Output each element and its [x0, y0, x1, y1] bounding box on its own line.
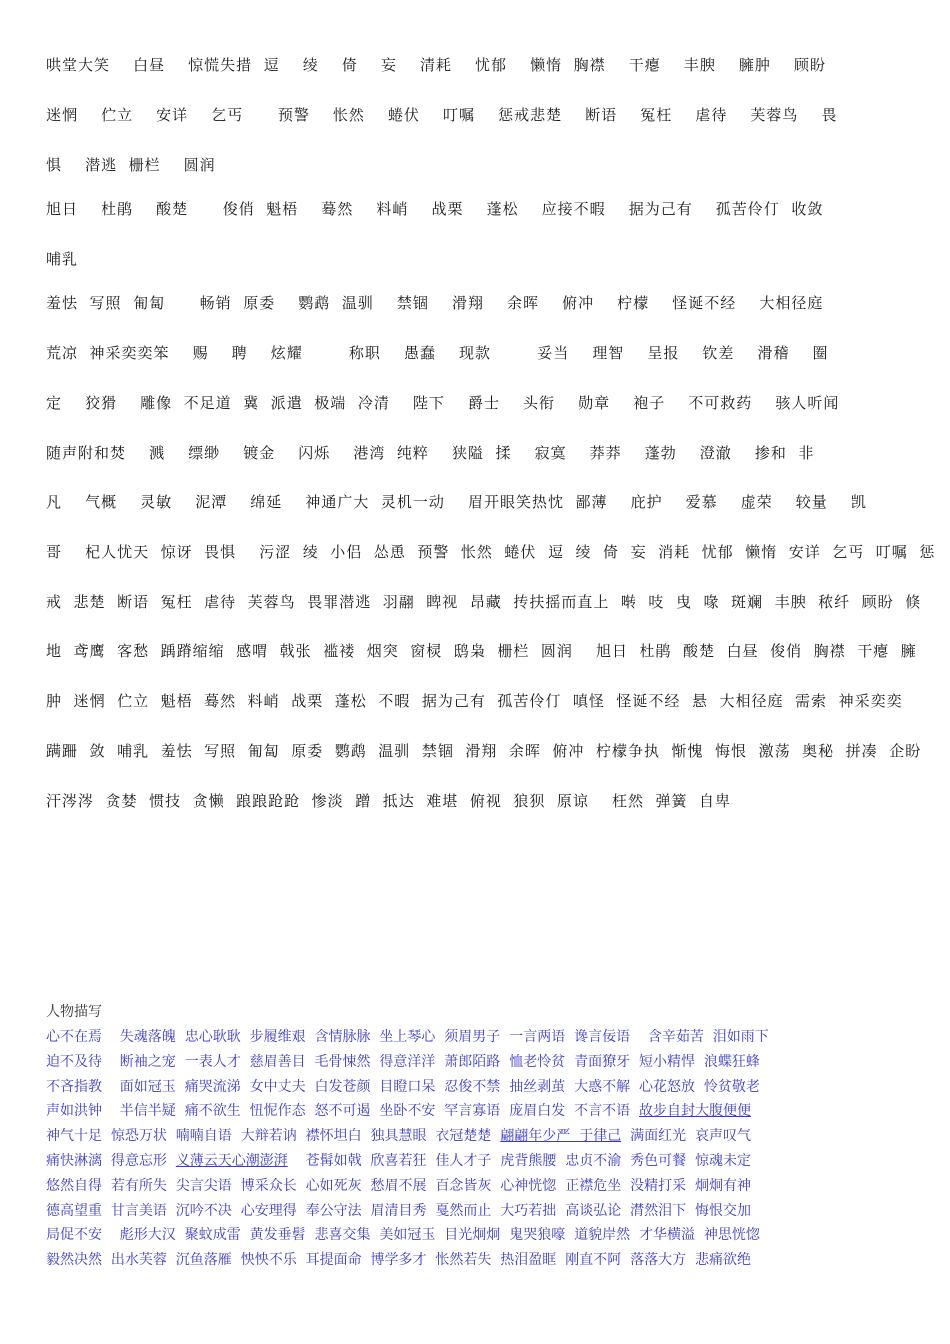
idiom-text: 心不在焉 失魂落魄 忠心耿耿 步履维艰 含情脉脉 坐上琴心 须眉男子 一言两语 谗言佞语 含辛茹苦 泪如雨下: [46, 1029, 769, 1045]
idiom-line: [46, 1150, 751, 1170]
idiom-line: [46, 1224, 760, 1244]
vocab-line: 汗涔涔 贪婪 惯技 贪懒 踉踉跄跄 惨淡 蹭 抵达 难堪 俯视 狼狈 原谅 枉然 弹簧 自卑: [46, 792, 732, 810]
vocab-line: 随声附和焚 溅 缥缈 镀金 闪烁 港湾 纯粹 狭隘 揉 寂寞 莽莽 蓬勃 澄澈 掺和 非: [46, 444, 815, 462]
idiom-link[interactable]: 义薄云天心潮澎湃: [175, 1153, 288, 1169]
vocab-line: 旭日 杜鹃 酸楚 俊俏 魁梧 蓦然 料峭 战栗 蓬松 应接不暇 据为己有 孤苦伶仃 收敛: [46, 200, 824, 218]
idiom-line: [46, 1051, 760, 1071]
idiom-text: 不吝指教 面如冠玉 痛哭流涕 女中丈夫 白发苍颜 目瞪口呆 忍俊不禁 抽丝剥茧 大惑不解 心花怒放 怜贫敬老: [46, 1078, 760, 1095]
idiom-line: [46, 1100, 751, 1120]
idiom-line: [46, 1200, 751, 1220]
idiom-line: [46, 1125, 751, 1145]
idiom-text: 德高望重 甘言美语 沉吟不决 心安理得 奉公守法 眉清目秀 戛然而止 大巧若拙 高谈弘论 潸然泪下 悔恨交加: [46, 1202, 752, 1219]
idiom-text: 局促不安 彪形大汉 聚蚊成雷 黄发垂髫 悲喜交集 美如冠玉 目光炯炯 鬼哭狼嚎 道貌岸然 才华横溢 神思恍惚: [46, 1227, 760, 1244]
vocab-line: 哄堂大笑 白昼 惊慌失措 逗 绫 倚 妄 清耗 忧郁 懒惰 胸襟 干瘪 丰腴 臃肿 顾盼: [46, 56, 826, 74]
idiom-text: 苍髯如戟 欣喜若狂 佳人才子 虎背熊腰 忠贞不渝 秀色可餐 惊魂未定: [287, 1153, 752, 1169]
idiom-text: 声如洪钟 半信半疑 痛不欲生 忸怩作态 怒不可遏 坐卧不安 罕言寡语 庞眉白发 不言不语: [46, 1103, 640, 1120]
idiom-link[interactable]: 翩翩年少严 于律己: [500, 1128, 622, 1145]
vocab-line: 凡 气概 灵敏 泥潭 绵延 神通广大 灵机一动 眉开眼笑热忱 鄙薄 庇护 爱慕 虚荣 较量 凯: [46, 493, 867, 511]
vocab-line: 戒 悲楚 断语 冤枉 虐待 芙蓉鸟 畏罪潜逃 羽翮 睥视 昂藏 抟扶摇而直上 啭 吱 曳 喙 斑斓 丰腴 秾纤 顾盼 倏: [46, 593, 922, 611]
idiom-line: [46, 1076, 760, 1096]
section-title: 人物描写: [46, 1004, 102, 1020]
idiom-text: 神气十足 惊恐万状 喃喃自语 大辩若讷 襟怀坦白 独具慧眼 衣冠楚楚: [46, 1128, 501, 1145]
vocab-line: 羞怯 写照 匍匐 畅销 原委 鹦鹉 温驯 禁锢 滑翔 余晖 俯冲 柠檬 怪诞不经 大相径庭: [46, 294, 824, 312]
vocab-line: 地 鸢鹰 客愁 踽蹐缩缩 感喟 戟张 褴褛 烟突 窗棂 鸱枭 栅栏 圆润 旭日 杜鹃 酸楚 白昼 俊俏 胸襟 干瘪 臃: [46, 642, 917, 660]
idiom-text: 迫不及待 断袖之宠 一表人才 慈眉善目 毛骨悚然 得意洋洋 萧郎陌路 恤老怜贫 青面獠牙 短小精悍 浪蝶狂蜂: [46, 1053, 760, 1070]
idiom-text: 痛快淋漓 得意忘形: [46, 1153, 176, 1169]
vocab-line: 定 狡猾 雕像 不足道 冀 派遣 极端 冷清 陛下 爵士 头衔 勋章 袍子 不可救药 骇人听闻: [46, 394, 840, 412]
vocab-line: 哺乳: [46, 250, 79, 268]
vocab-line: 哥 杞人忧天 惊讶 畏惧 污涩 绫 小侣 怂恿 预警 怅然 蜷伏 逗 绫 倚 妄 消耗 忧郁 懒惰 安详 乞丐 叮嘱 惩: [46, 543, 936, 561]
idiom-text: 满面红光 哀声叹气: [621, 1128, 752, 1145]
idiom-line: [46, 1026, 769, 1046]
vocab-line: 荒凉 神采奕奕笨 赐 聘 炫耀 称职 愚蠢 现款 妥当 理智 呈报 钦差 滑稽 圈: [46, 344, 829, 362]
vocab-line: 迷惘 伫立 安详 乞丐 预警 怅然 蜷伏 叮嘱 惩戒悲楚 断语 冤枉 虐待 芙蓉鸟 畏: [46, 106, 838, 124]
idiom-line: [46, 1175, 751, 1195]
vocab-line: 蹒跚 敛 哺乳 羞怯 写照 匍匐 原委 鹦鹉 温驯 禁锢 滑翔 余晖 俯冲 柠檬争执 惭愧 悔恨 激荡 奥秘 拼凑 企盼: [46, 742, 922, 760]
idiom-text: 悠然自得 若有所失 尖言尖语 博采众长 心如死灰 愁眉不展 百念皆灰 心神恍惚 正襟危坐 没精打采 炯炯有神: [46, 1177, 752, 1194]
idiom-link[interactable]: 故步自封大腹便便: [639, 1103, 752, 1120]
idiom-text: 毅然决然 出水芙蓉 沉鱼落雁 怏怏不乐 耳提面命 博学多才 怅然若失 热泪盈眶 刚直不阿 落落大方 悲痛欲绝: [46, 1252, 752, 1269]
vocab-line: 肿 迷惘 伫立 魁梧 蓦然 料峭 战栗 蓬松 不暇 据为己有 孤苦伶仃 嗔怪 怪诞不经 悬 大相径庭 需索 神采奕奕: [46, 692, 903, 710]
idiom-line: [46, 1249, 751, 1269]
vocab-line: 惧 潜逃 栅栏 圆润: [46, 156, 216, 174]
